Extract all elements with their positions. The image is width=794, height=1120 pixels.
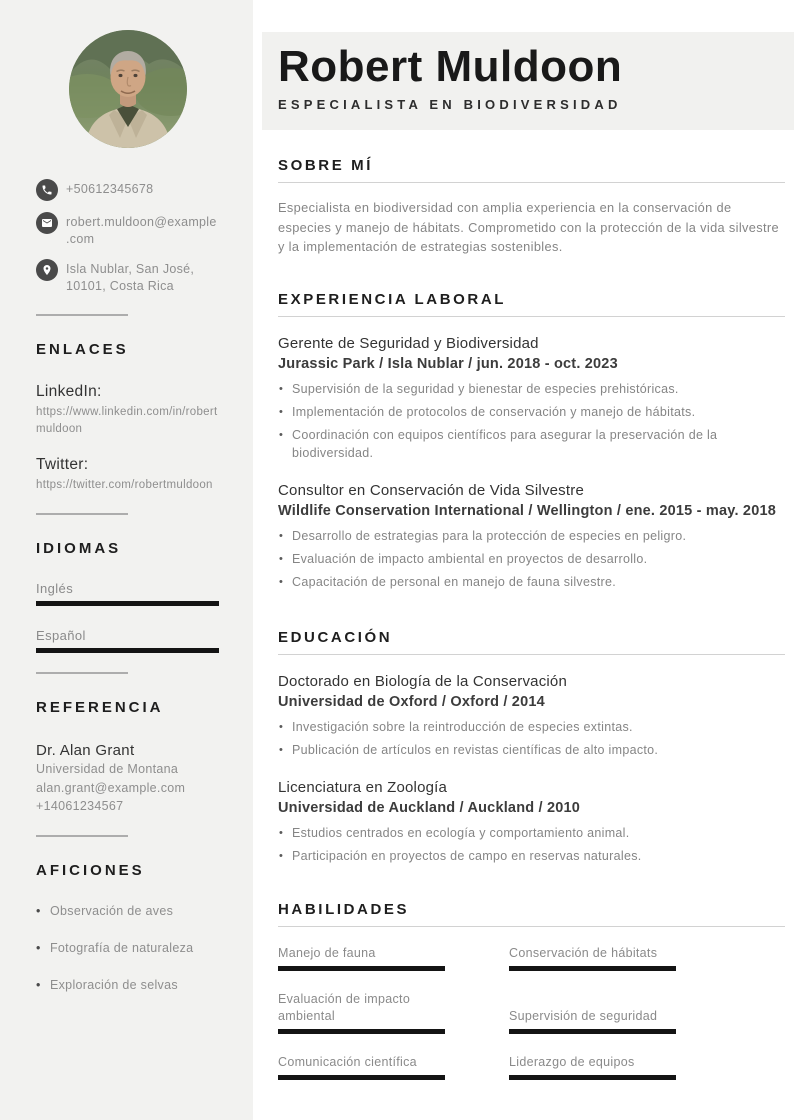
skill-label: Evaluación de impacto ambiental — [278, 992, 411, 1024]
bullet-text: Participación en proyectos de campo en reservas naturales. — [292, 849, 642, 864]
profile-photo — [69, 30, 187, 148]
phone-number: +50612345678 — [66, 182, 154, 196]
skill-level-bar — [278, 966, 445, 971]
reference-name: Dr. Alan Grant — [36, 742, 135, 759]
bullet-dot: • — [279, 744, 284, 757]
link-url-linkedin[interactable]: https://www.linkedin.com/in/robertmuldoon — [36, 406, 218, 435]
hobbies-section-heading: AFICIONES — [36, 861, 145, 879]
location-icon — [36, 259, 58, 281]
hobby-text: Fotografía de naturaleza — [50, 940, 194, 955]
skill-level-bar — [278, 1075, 445, 1080]
section-divider — [36, 314, 128, 316]
languages-section-heading: IDIOMAS — [36, 540, 122, 557]
bullet-dot: • — [279, 429, 284, 442]
degree-meta: Universidad de Auckland / Auckland / 2010 — [278, 800, 581, 817]
profile-photo-illustration — [69, 30, 187, 148]
education-section — [278, 629, 785, 865]
skill-label: Manejo de fauna — [278, 946, 376, 961]
reference-email: alan.grant@example.com — [36, 780, 186, 795]
links-section-heading: ENLACES — [36, 341, 129, 358]
skill-item — [278, 1054, 445, 1080]
hobby-text: Exploración de selvas — [50, 977, 178, 992]
experience-section — [278, 291, 785, 591]
experience-entry — [278, 480, 785, 591]
skill-item — [509, 945, 676, 971]
contact-email-row — [36, 212, 219, 248]
email-icon — [36, 212, 58, 234]
bullet-dot: • — [279, 827, 284, 840]
about-text: Especialista en biodiversidad con amplia experiencia en la conservación de especies y manejo de hábitats. Comprometido con la protección de la vida silvestre y la implementación de estrategias sostenibles. — [278, 200, 780, 255]
list-item — [278, 403, 785, 421]
bullet-dot: • — [36, 940, 41, 955]
about-section — [278, 157, 785, 257]
contact-phone-row — [36, 179, 219, 201]
job-title: Gerente de Seguridad y Biodiversidad — [278, 335, 539, 353]
experience-entry — [278, 333, 785, 462]
bullet-text: Estudios centrados en ecología y comportamiento animal. — [292, 826, 630, 841]
bullet-dot: • — [36, 977, 41, 992]
job-bullet-list — [278, 380, 785, 462]
bullet-text: Supervisión de la seguridad y bienestar de especies prehistóricas. — [292, 382, 679, 397]
bullet-dot: • — [279, 383, 284, 396]
section-divider — [36, 672, 128, 674]
degree-title: Licenciatura en Zoología — [278, 779, 448, 797]
email-address: robert.muldoon@example.com — [66, 215, 217, 246]
job-title-subtitle: ESPECIALISTA EN BIODIVERSIDAD — [278, 97, 622, 112]
skill-item — [509, 1054, 676, 1080]
language-level-bar — [36, 601, 219, 606]
list-item — [36, 939, 219, 957]
education-heading: EDUCACIÓN — [278, 629, 785, 655]
link-label-twitter: Twitter: — [36, 456, 89, 473]
experience-heading: EXPERIENCIA LABORAL — [278, 291, 785, 317]
skill-item — [278, 991, 445, 1034]
contact-block — [36, 179, 219, 295]
language-name: Español — [36, 628, 86, 643]
skill-item — [278, 945, 445, 971]
link-url-twitter[interactable]: https://twitter.com/robertmuldoon — [36, 479, 213, 491]
list-item — [278, 380, 785, 398]
skill-label: Liderazgo de equipos — [509, 1055, 635, 1070]
skills-section — [278, 901, 785, 1080]
skill-level-bar — [509, 966, 676, 971]
postal-address: Isla Nublar, San José, 10101, Costa Rica — [66, 262, 195, 293]
job-title: Consultor en Conservación de Vida Silvestre — [278, 482, 584, 500]
skills-heading: HABILIDADES — [278, 901, 785, 927]
skill-label: Comunicación científica — [278, 1055, 417, 1070]
bullet-text: Evaluación de impacto ambiental en proyectos de desarrollo. — [292, 552, 648, 567]
language-name: Inglés — [36, 581, 74, 596]
list-item — [278, 741, 785, 759]
bullet-dot: • — [279, 553, 284, 566]
link-label-linkedin: LinkedIn: — [36, 383, 102, 400]
section-divider — [36, 513, 128, 515]
list-item — [278, 718, 785, 736]
skill-level-bar — [278, 1029, 445, 1034]
list-item — [278, 426, 785, 462]
list-item — [278, 824, 785, 842]
section-divider — [36, 835, 128, 837]
bullet-dot: • — [279, 576, 284, 589]
bullet-text: Capacitación de personal en manejo de fauna silvestre. — [292, 575, 617, 590]
list-item — [278, 550, 785, 568]
skill-label: Supervisión de seguridad — [509, 1009, 658, 1024]
list-item — [278, 847, 785, 865]
job-meta: Wildlife Conservation International / Wellington / ene. 2015 - may. 2018 — [278, 503, 776, 520]
name-header — [262, 32, 794, 130]
phone-icon — [36, 179, 58, 201]
bullet-dot: • — [279, 721, 284, 734]
bullet-text: Coordinación con equipos científicos para asegurar la preservación de la biodiversidad. — [292, 428, 718, 461]
education-entry — [278, 777, 785, 865]
bullet-dot: • — [279, 530, 284, 543]
about-heading: SOBRE MÍ — [278, 157, 785, 183]
bullet-text: Desarrollo de estrategias para la protección de especies en peligro. — [292, 529, 687, 544]
list-item — [36, 902, 219, 920]
bullet-dot: • — [279, 406, 284, 419]
hobby-list — [36, 902, 219, 994]
job-meta: Jurassic Park / Isla Nublar / jun. 2018 - oct. 2023 — [278, 356, 618, 373]
reference-section-heading: REFERENCIA — [36, 699, 164, 716]
bullet-dot: • — [36, 903, 41, 918]
degree-bullet-list — [278, 824, 785, 865]
main-column — [262, 0, 794, 1080]
language-item — [36, 627, 219, 653]
degree-title: Doctorado en Biología de la Conservación — [278, 673, 568, 691]
skill-level-bar — [509, 1075, 676, 1080]
main-content — [262, 157, 794, 1080]
reference-phone: +14061234567 — [36, 799, 124, 813]
list-item — [278, 573, 785, 591]
list-item — [278, 527, 785, 545]
sidebar — [0, 0, 253, 1120]
bullet-text: Investigación sobre la reintroducción de especies extintas. — [292, 720, 633, 735]
bullet-dot: • — [279, 850, 284, 863]
language-level-bar — [36, 648, 219, 653]
job-bullet-list — [278, 527, 785, 591]
page-title: Robert Muldoon — [278, 42, 623, 91]
bullet-text: Publicación de artículos en revistas científicas de alto impacto. — [292, 743, 659, 758]
skill-label: Conservación de hábitats — [509, 946, 658, 961]
list-item — [36, 976, 219, 994]
hobby-text: Observación de aves — [50, 903, 174, 918]
degree-meta: Universidad de Oxford / Oxford / 2014 — [278, 694, 545, 711]
degree-bullet-list — [278, 718, 785, 759]
education-entry — [278, 671, 785, 759]
bullet-text: Implementación de protocolos de conservación y manejo de hábitats. — [292, 405, 696, 420]
skills-grid — [278, 945, 785, 1080]
contact-location-row — [36, 259, 219, 295]
skill-item — [509, 1008, 676, 1034]
language-item — [36, 580, 219, 606]
skill-level-bar — [509, 1029, 676, 1034]
reference-institution: Universidad de Montana — [36, 762, 179, 776]
